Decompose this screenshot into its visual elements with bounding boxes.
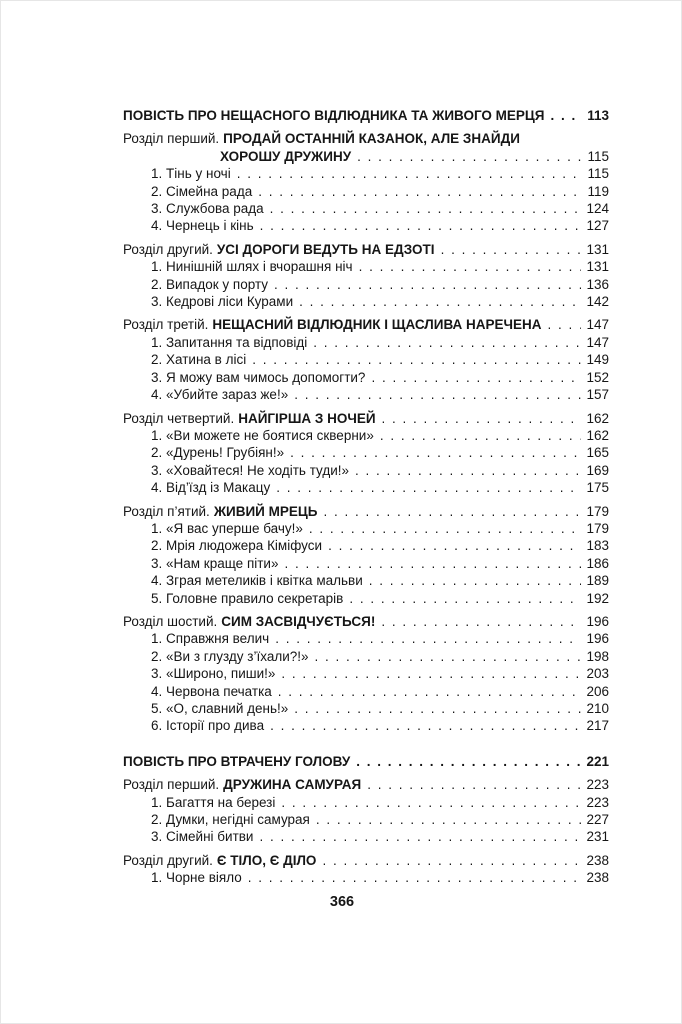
entry-page-number: 115 xyxy=(587,148,609,164)
dot-leader xyxy=(382,410,582,427)
entry-title: 3. Я можу вам чимось допомогти? xyxy=(151,369,366,385)
dot-leader xyxy=(260,217,582,234)
toc-entry xyxy=(123,613,609,630)
dot-leader xyxy=(328,537,581,554)
entry-title: 4. «Убийте зараз же!» xyxy=(151,387,289,403)
entry-title: 2. Хатина в лісі xyxy=(151,352,247,368)
dot-leader xyxy=(274,276,581,293)
entry-page-number: 162 xyxy=(586,427,609,443)
chapter-prefix: Розділ четвертий. xyxy=(123,410,235,426)
entry-title: 4. Від’їзд із Макацу xyxy=(151,480,271,496)
dot-leader xyxy=(369,572,582,589)
toc-entry xyxy=(123,351,609,368)
dot-leader xyxy=(441,241,582,258)
entry-page-number: 198 xyxy=(586,648,609,664)
dot-leader xyxy=(371,369,581,386)
toc-entry xyxy=(123,869,609,886)
chapter-prefix: Розділ другий. xyxy=(123,852,213,868)
dot-leader xyxy=(270,200,582,217)
chapter-prefix: Розділ третій. xyxy=(123,317,209,333)
toc-entry xyxy=(123,107,609,124)
entry-title: 2. Випадок у порту xyxy=(151,276,269,292)
entry-title: СИМ ЗАСВІДЧУЄТЬСЯ! xyxy=(221,613,376,629)
chapter-prefix: Розділ другий. xyxy=(123,241,213,257)
entry-title: 1. Чорне віяло xyxy=(151,870,242,886)
entry-page-number: 206 xyxy=(586,683,609,699)
toc-entry xyxy=(123,258,609,275)
entry-title: 3. «Широно, пиши!» xyxy=(151,666,276,682)
entry-title: НАЙГІРША З НОЧЕЙ xyxy=(238,410,376,426)
entry-page-number: 147 xyxy=(586,334,609,350)
toc-entry xyxy=(123,753,609,770)
entry-page-number: 169 xyxy=(586,462,609,478)
toc-entry xyxy=(123,520,609,537)
entry-title: 3. Кедрові ліси Курами xyxy=(151,294,294,310)
dot-leader xyxy=(323,503,581,520)
entry-page-number: 131 xyxy=(586,259,609,275)
entry-page-number: 196 xyxy=(586,631,609,647)
dot-leader xyxy=(349,590,581,607)
toc-entry xyxy=(123,386,609,403)
entry-page-number: 157 xyxy=(586,387,609,403)
toc-entry xyxy=(123,200,609,217)
dot-leader xyxy=(380,427,582,444)
entry-page-number: 217 xyxy=(586,718,609,734)
entry-page-number: 238 xyxy=(586,852,609,868)
dot-leader xyxy=(278,683,582,700)
entry-title: НЕЩАСНИЙ ВІДЛЮДНИК І ЩАСЛИВА НАРЕЧЕНА xyxy=(212,317,542,333)
dot-leader xyxy=(316,811,582,828)
entry-title: 1. «Я вас уперше бачу!» xyxy=(151,520,303,536)
toc-entry xyxy=(123,369,609,386)
toc-entry xyxy=(123,700,609,717)
entry-title: Є ТІЛО, Є ДІЛО xyxy=(216,852,317,868)
entry-page-number: 186 xyxy=(586,555,609,571)
toc-entry xyxy=(123,183,609,200)
dot-leader xyxy=(357,148,582,165)
entry-page-number: 119 xyxy=(587,183,609,199)
entry-page-number: 221 xyxy=(586,753,609,769)
dot-leader xyxy=(313,334,581,351)
entry-title: 2. Думки, негідні самурая xyxy=(151,812,310,828)
dot-leader xyxy=(356,753,581,770)
entry-title: 4. Зграя метеликів і квітка мальви xyxy=(151,573,363,589)
toc-entry xyxy=(123,665,609,682)
entry-page-number: 192 xyxy=(586,590,609,606)
dot-leader xyxy=(275,630,581,647)
dot-leader xyxy=(367,776,581,793)
entry-page-number: 203 xyxy=(586,666,609,682)
toc-entry xyxy=(123,537,609,554)
entry-title: 1. Запитання та відповіді xyxy=(151,334,308,350)
entry-title: 1. Багаття на березі xyxy=(151,794,276,810)
entry-title: 2. Мрія людожера Кіміфуси xyxy=(151,538,323,554)
toc-entry xyxy=(123,572,609,589)
dot-leader xyxy=(248,869,582,886)
dot-leader xyxy=(299,293,581,310)
dot-leader xyxy=(252,351,581,368)
toc-entry xyxy=(123,316,609,333)
toc-entry xyxy=(123,648,609,665)
toc-entry xyxy=(123,683,609,700)
dot-leader xyxy=(381,613,581,630)
entry-title: 3. «Нам краще піти» xyxy=(151,555,279,571)
toc-entry xyxy=(123,811,609,828)
toc-entry xyxy=(123,462,609,479)
entry-title: 3. Службова рада xyxy=(151,201,264,217)
entry-title: ДРУЖИНА САМУРАЯ xyxy=(223,777,362,793)
toc-entry xyxy=(123,241,609,258)
entry-page-number: 113 xyxy=(587,108,609,123)
entry-title: 1. Нинішній шлях і вчорашня ніч xyxy=(151,259,353,275)
toc-entry xyxy=(123,776,609,793)
entry-page-number: 238 xyxy=(586,870,609,886)
dot-leader xyxy=(359,258,582,275)
entry-title: ЖИВИЙ МРЕЦЬ xyxy=(213,503,318,519)
dot-leader xyxy=(270,717,581,734)
entry-page-number: 127 xyxy=(586,218,609,234)
entry-title: 4. Чернець і кінь xyxy=(151,218,254,234)
entry-page-number: 179 xyxy=(586,503,609,519)
entry-title: 5. «О, славний день!» xyxy=(151,701,289,716)
toc-entry xyxy=(123,410,609,427)
chapter-prefix: Розділ шостий. xyxy=(123,613,218,629)
entry-page-number: 165 xyxy=(586,445,609,461)
chapter-prefix: Розділ перший. xyxy=(123,777,220,793)
entry-title: УСІ ДОРОГИ ВЕДУТЬ НА ЕДЗОТІ xyxy=(216,241,435,257)
entry-title: 1. Справжня велич xyxy=(151,631,270,647)
toc-entry xyxy=(123,217,609,234)
entry-page-number: 227 xyxy=(586,812,609,828)
entry-page-number: 196 xyxy=(586,613,609,629)
toc-entry xyxy=(123,444,609,461)
dot-leader xyxy=(259,828,581,845)
toc-entry xyxy=(123,503,609,520)
dot-leader xyxy=(322,852,581,869)
dot-leader xyxy=(281,794,581,811)
toc-list xyxy=(123,107,609,887)
entry-page-number: 179 xyxy=(586,520,609,536)
entry-page-number: 210 xyxy=(586,701,609,716)
dot-leader xyxy=(294,700,581,717)
dot-leader xyxy=(355,462,581,479)
toc-entry xyxy=(123,794,609,811)
chapter-prefix: Розділ п’ятий. xyxy=(123,503,210,519)
entry-title: 4. Червона печатка xyxy=(151,683,272,699)
entry-title: ПОВІСТЬ ПРО НЕЩАСНОГО ВІДЛЮДНИКА ТА ЖИВОГО МЕРЦЯ xyxy=(123,108,545,123)
dot-leader xyxy=(281,665,581,682)
entry-title: 1. «Ви можете не боятися скверни» xyxy=(151,427,374,443)
entry-page-number: 152 xyxy=(586,369,609,385)
entry-title: 6. Історії про дива xyxy=(151,718,265,734)
chapter-prefix: Розділ перший. xyxy=(123,131,220,147)
toc-entry xyxy=(123,130,609,147)
dot-leader xyxy=(294,386,581,403)
entry-page-number: 223 xyxy=(586,777,609,793)
toc-entry xyxy=(123,293,609,310)
entry-page-number: 124 xyxy=(586,201,609,217)
entry-title: ПРОДАЙ ОСТАННІЙ КАЗАНОК, АЛЕ ЗНАЙДИ xyxy=(223,131,520,147)
toc-entry xyxy=(123,630,609,647)
dot-leader xyxy=(309,520,582,537)
toc-entry xyxy=(123,555,609,572)
entry-page-number: 115 xyxy=(587,166,609,182)
toc-entry xyxy=(123,590,609,607)
toc-entry xyxy=(123,717,609,734)
entry-title: 3. Сімейні битви xyxy=(151,829,254,845)
entry-title: 2. «Дурень! Грубіян!» xyxy=(151,445,285,461)
toc-entry xyxy=(123,852,609,869)
dot-leader xyxy=(315,648,582,665)
dot-leader xyxy=(276,479,581,496)
toc-entry xyxy=(123,148,609,165)
entry-page-number: 147 xyxy=(586,317,609,333)
toc-entry xyxy=(123,828,609,845)
entry-page-number: 131 xyxy=(586,241,609,257)
dot-leader xyxy=(548,316,582,333)
entry-page-number: 231 xyxy=(586,829,609,845)
entry-page-number: 223 xyxy=(586,794,609,810)
entry-page-number: 175 xyxy=(586,480,609,496)
entry-title: 2. «Ви з глузду з’їхали?!» xyxy=(151,648,309,664)
dot-leader xyxy=(258,183,582,200)
page-number: 366 xyxy=(329,894,355,910)
entry-page-number: 149 xyxy=(586,352,609,368)
toc-entry xyxy=(123,479,609,496)
entry-page-number: 136 xyxy=(586,276,609,292)
entry-title: ПОВІСТЬ ПРО ВТРАЧЕНУ ГОЛОВУ xyxy=(123,753,351,769)
dot-leader xyxy=(290,444,581,461)
entry-title: 5. Головне правило секретарів xyxy=(151,590,344,606)
toc-entry xyxy=(123,165,609,182)
entry-page-number: 183 xyxy=(586,538,609,554)
dot-leader xyxy=(237,165,583,182)
dot-leader xyxy=(285,555,582,572)
entry-title: 1. Тінь у ночі xyxy=(151,166,231,182)
entry-page-number: 162 xyxy=(586,410,609,426)
toc-entry xyxy=(123,334,609,351)
entry-page-number: 189 xyxy=(586,573,609,589)
entry-title: 2. Сімейна рада xyxy=(151,183,253,199)
toc-entry xyxy=(123,276,609,293)
entry-page-number: 142 xyxy=(586,294,609,310)
entry-title: 3. «Ховайтеся! Не ходіть туди!» xyxy=(151,462,350,478)
toc-entry xyxy=(123,427,609,444)
entry-title: ХОРОШУ ДРУЖИНУ xyxy=(220,148,352,164)
dot-leader xyxy=(551,107,583,124)
